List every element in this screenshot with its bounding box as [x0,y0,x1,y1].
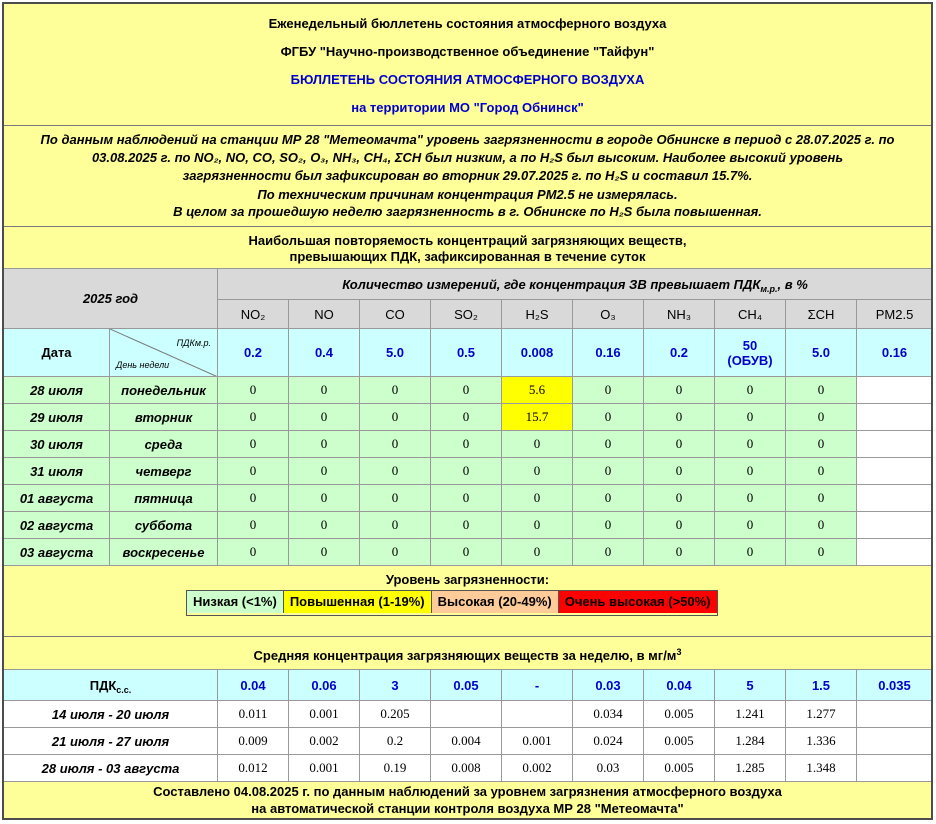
pdk-ss-value: 5 [715,670,786,701]
cell-value: 0 [218,404,289,431]
legend-title: Уровень загрязненности: [385,572,550,587]
cell-value: 0 [786,512,857,539]
table-row [4,701,933,728]
summary-line-1: По данным наблюдений на станции МР 28 "Метеомачта" уровень загрязненности в городе Обнинске в период с 28.07.2025 г. по [40,132,895,147]
cell-value: 0 [715,485,786,512]
weekday-label: День недели [116,360,170,370]
cell-value [857,458,933,485]
row-weekday: четверг [110,458,218,485]
cell-value [857,431,933,458]
cell-value: 0 [715,458,786,485]
avg-value: 0.001 [289,755,360,782]
cell-value: 0 [573,512,644,539]
cell-value: 0 [218,458,289,485]
cell-value: 0 [573,377,644,404]
avg-value [431,701,502,728]
cell-value: 0 [360,377,431,404]
cell-value: 0 [573,458,644,485]
row-date: 03 августа [4,539,110,566]
cell-value [857,539,933,566]
cell-value: 0 [715,512,786,539]
pollutant-header: NO₂ [218,300,289,329]
cell-value: 0 [289,431,360,458]
pdk-mr-value: 0.2 [218,329,289,377]
pdk-weekday-header [110,329,218,377]
legend-item: Повышенная (1-19%) [284,591,432,613]
avg-value: 1.348 [786,755,857,782]
avg-value: 0.024 [573,728,644,755]
cell-value: 0 [289,404,360,431]
cell-value: 0 [502,431,573,458]
table-row [4,755,933,782]
cell-value: 0 [573,485,644,512]
section2-title: Средняя концентрация загрязняющих веществ за неделю, в $мг/м^3$ [253,647,682,663]
row-date: 30 июля [4,431,110,458]
avg-value: 0.2 [360,728,431,755]
section1-title-line-1: Наибольшая повторяемость концентраций загрязняющих веществ, [248,233,687,248]
row-period: 21 июля - 27 июля [4,728,218,755]
cell-value: 0 [644,485,715,512]
cell-value: 0 [289,512,360,539]
pdk-mr-value: 0.16 [573,329,644,377]
summary-pm25-note: По техническим причинам концентрация PM2.5 не измерялась. [257,187,678,202]
row-weekday: понедельник [110,377,218,404]
avg-value: 1.336 [786,728,857,755]
avg-value: 0.002 [502,755,573,782]
cell-value: 0 [431,512,502,539]
pdk-ss-value: 0.04 [644,670,715,701]
cell-value: 0 [644,431,715,458]
row-date: 31 июля [4,458,110,485]
cell-value: 0 [218,539,289,566]
cell-value: 0 [360,512,431,539]
organization-name: ФГБУ "Научно-производственное объединение "Тайфун" [280,44,655,59]
cell-value: 0 [786,377,857,404]
average-concentration-table [3,669,933,782]
table-row [4,485,933,512]
footer-line-2: на автоматической станции контроля воздуха МР 28 "Метеомачта" [251,801,684,816]
avg-value: 0.005 [644,701,715,728]
cell-value: 0 [431,377,502,404]
table-row [4,539,933,566]
cell-value [857,404,933,431]
pdk-ss-value: 3 [360,670,431,701]
table-row [4,377,933,404]
pdk-mr-label: ПДКм.р. [176,338,211,348]
row-date: 29 июля [4,404,110,431]
cell-value: 0 [289,458,360,485]
row-date: 01 августа [4,485,110,512]
pollutant-header: NH₃ [644,300,715,329]
cell-value [857,377,933,404]
avg-value [857,701,933,728]
cell-value: 0 [431,431,502,458]
avg-value: 0.011 [218,701,289,728]
avg-value: 0.19 [360,755,431,782]
cell-value: 15.7 [502,404,573,431]
cell-value: 0 [502,512,573,539]
avg-value: 0.001 [502,728,573,755]
cell-value: 0 [289,485,360,512]
table-row [4,431,933,458]
avg-value: 0.005 [644,728,715,755]
cell-value: 0 [644,539,715,566]
pdk-ss-value: 1.5 [786,670,857,701]
row-date: 02 августа [4,512,110,539]
cell-value: 0 [644,377,715,404]
summary-line-2: 03.08.2025 г. по NO₂, NO, CO, SO₂, O₃, NH₃, CH₄, ΣCH был низким, а по H₂S был высоким. Наиболее высокий уровень [91,150,844,165]
pdk-mr-value: 5.0 [786,329,857,377]
table-row [4,458,933,485]
row-weekday: вторник [110,404,218,431]
cell-value: 0 [289,377,360,404]
cell-value: 0 [218,431,289,458]
cell-value: 0 [715,377,786,404]
table-row [4,728,933,755]
table-row [4,404,933,431]
avg-value: 0.03 [573,755,644,782]
pdk-ss-value: - [502,670,573,701]
pollutant-header: O₃ [573,300,644,329]
cell-value: 0 [360,458,431,485]
legend [186,590,718,616]
cell-value: 0 [786,485,857,512]
bulletin-sheet [2,2,933,820]
cell-value: 0 [360,404,431,431]
cell-value: 0 [644,512,715,539]
avg-value: 0.009 [218,728,289,755]
exceedance-table [3,268,933,566]
summary-line-3: загрязненности был зафиксирован во вторник 29.07.2025 г. по H₂S и составил 15.7%. [182,168,753,183]
pollutant-header: SO₂ [431,300,502,329]
cell-value: 5.6 [502,377,573,404]
avg-value: 0.001 [289,701,360,728]
cell-value [857,512,933,539]
cell-value: 0 [573,431,644,458]
avg-value: 0.205 [360,701,431,728]
row-weekday: воскресенье [110,539,218,566]
pdk-ss-label: $ПДК_{с.с.}$ [4,670,218,701]
pollutant-header: NO [289,300,360,329]
cell-value: 0 [715,539,786,566]
cell-value: 0 [431,458,502,485]
date-label: Дата [4,329,110,377]
cell-value: 0 [786,539,857,566]
avg-value: 1.241 [715,701,786,728]
legend-item: Высокая (20-49%) [432,591,559,613]
pdk-ss-value: 0.06 [289,670,360,701]
cell-value: 0 [431,404,502,431]
cell-value: 0 [715,431,786,458]
summary-conclusion: В целом за прошедшую неделю загрязненность в г. Обнинске по H₂S была повышенная. [173,204,762,219]
pdk-mr-value: 0.5 [431,329,502,377]
cell-value: 0 [431,485,502,512]
cell-value: 0 [502,539,573,566]
avg-value: 0.034 [573,701,644,728]
avg-value: 0.008 [431,755,502,782]
pollutant-header: CH₄ [715,300,786,329]
cell-value: 0 [218,377,289,404]
cell-value: 0 [786,404,857,431]
pdk-ss-value: 0.03 [573,670,644,701]
pollutant-header: ΣCH [786,300,857,329]
pollutant-header: PM2.5 [857,300,933,329]
pdk-ss-value: 0.04 [218,670,289,701]
bulletin-title: БЮЛЛЕТЕНЬ СОСТОЯНИЯ АТМОСФЕРНОГО ВОЗДУХА [290,72,645,87]
table-row [4,512,933,539]
avg-value: 0.004 [431,728,502,755]
avg-value [857,728,933,755]
table-caption: Количество измерений, где концентрация ЗВ превышает $ПДК_{м.р.}$, в % [218,269,933,300]
avg-value: 1.285 [715,755,786,782]
cell-value: 0 [573,404,644,431]
cell-value: 0 [786,458,857,485]
row-weekday: среда [110,431,218,458]
pdk-mr-value: 0.2 [644,329,715,377]
cell-value: 0 [218,512,289,539]
cell-value: 0 [360,431,431,458]
section1-title-line-2: превышающих ПДК, зафиксированная в течение суток [289,249,646,264]
pollutant-header: CO [360,300,431,329]
row-date: 28 июля [4,377,110,404]
pdk-mr-value: 50 (ОБУВ) [715,329,786,377]
pdk-mr-value: 0.008 [502,329,573,377]
cell-value: 0 [502,458,573,485]
pdk-ss-value: 0.035 [857,670,933,701]
cell-value: 0 [360,485,431,512]
pdk-mr-value: 5.0 [360,329,431,377]
avg-value: 0.002 [289,728,360,755]
bulletin-heading: Еженедельный бюллетень состояния атмосферного воздуха [268,16,667,31]
avg-value: 1.277 [786,701,857,728]
row-period: 28 июля - 03 августа [4,755,218,782]
footer-line-1: Составлено 04.08.2025 г. по данным наблюдений за уровнем загрязнения атмосферного воздуха [153,784,782,799]
avg-value: 0.012 [218,755,289,782]
row-weekday: пятница [110,485,218,512]
cell-value: 0 [786,431,857,458]
cell-value: 0 [431,539,502,566]
pdk-mr-value: 0.16 [857,329,933,377]
cell-value: 0 [360,539,431,566]
cell-value: 0 [502,485,573,512]
pdk-ss-value: 0.05 [431,670,502,701]
cell-value: 0 [573,539,644,566]
year-label: 2025 год [4,269,218,329]
cell-value: 0 [644,458,715,485]
avg-value: 1.284 [715,728,786,755]
cell-value: 0 [644,404,715,431]
legend-item: Низкая (<1%) [187,591,284,613]
pollutant-header: H₂S [502,300,573,329]
cell-value: 0 [289,539,360,566]
avg-value [502,701,573,728]
territory-title: на территории МО "Город Обнинск" [351,100,584,115]
row-period: 14 июля - 20 июля [4,701,218,728]
pdk-mr-value: 0.4 [289,329,360,377]
cell-value: 0 [218,485,289,512]
avg-value [857,755,933,782]
row-weekday: суббота [110,512,218,539]
cell-value: 0 [715,404,786,431]
legend-item: Очень высокая (>50%) [559,591,717,613]
cell-value [857,485,933,512]
avg-value: 0.005 [644,755,715,782]
